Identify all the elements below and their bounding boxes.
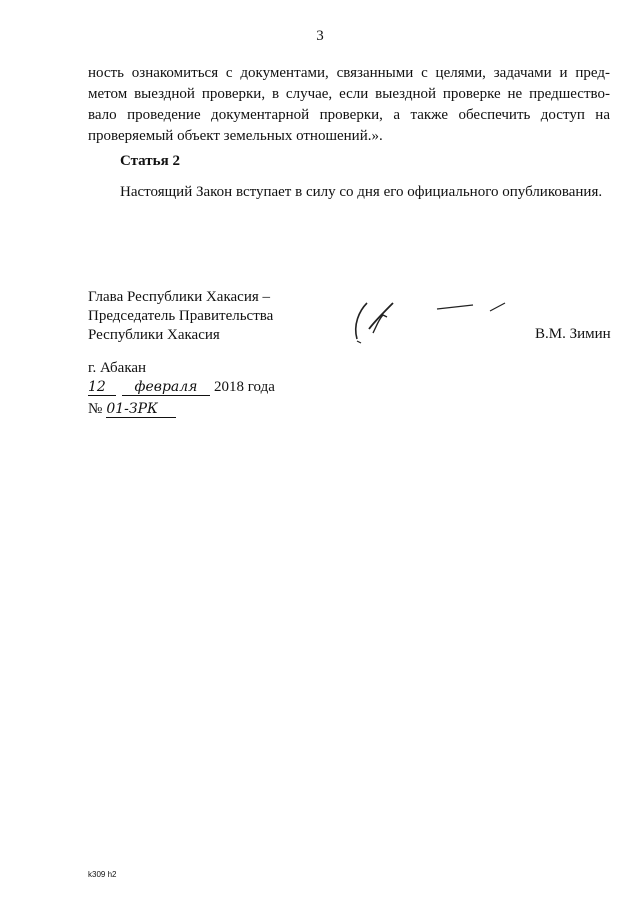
footer-code: k309 h2 xyxy=(88,870,117,879)
handwritten-signature xyxy=(345,295,525,347)
article-text: Настоящий Закон вступает в силу со дня его официального опубликования. xyxy=(120,184,603,200)
paragraph-line: метом выездной проверки, в случае, если выездной проверке не предшество- xyxy=(88,86,610,102)
place: г. Абакан xyxy=(88,360,147,376)
signatory-title-line: Глава Республики Хакасия – xyxy=(88,289,271,305)
paragraph-line: проверяемый объект земельных отношений.». xyxy=(88,128,383,144)
signatory-title-line: Председатель Правительства xyxy=(88,308,274,324)
paragraph-line: ность ознакомиться с документами, связанными с целями, задачами и пред- xyxy=(88,65,610,81)
signatory-title xyxy=(88,288,273,345)
page-number: 3 xyxy=(316,28,324,44)
number-value: 01-ЗРК xyxy=(106,401,176,418)
body-paragraph xyxy=(88,63,610,147)
article-heading: Статья 2 xyxy=(120,153,180,169)
paragraph-line: вало проведение документарной проверки, а также обеспечить доступ на xyxy=(88,107,610,123)
date-year: 2018 года xyxy=(214,379,275,395)
date-line xyxy=(88,379,275,396)
date-day: 12 xyxy=(88,379,116,396)
signatory-title-line: Республики Хакасия xyxy=(88,327,220,343)
date-month: февраля xyxy=(122,379,210,396)
number-line xyxy=(88,401,176,418)
signatory-name: В.М. Зимин xyxy=(535,326,611,342)
number-label: № xyxy=(88,401,103,417)
